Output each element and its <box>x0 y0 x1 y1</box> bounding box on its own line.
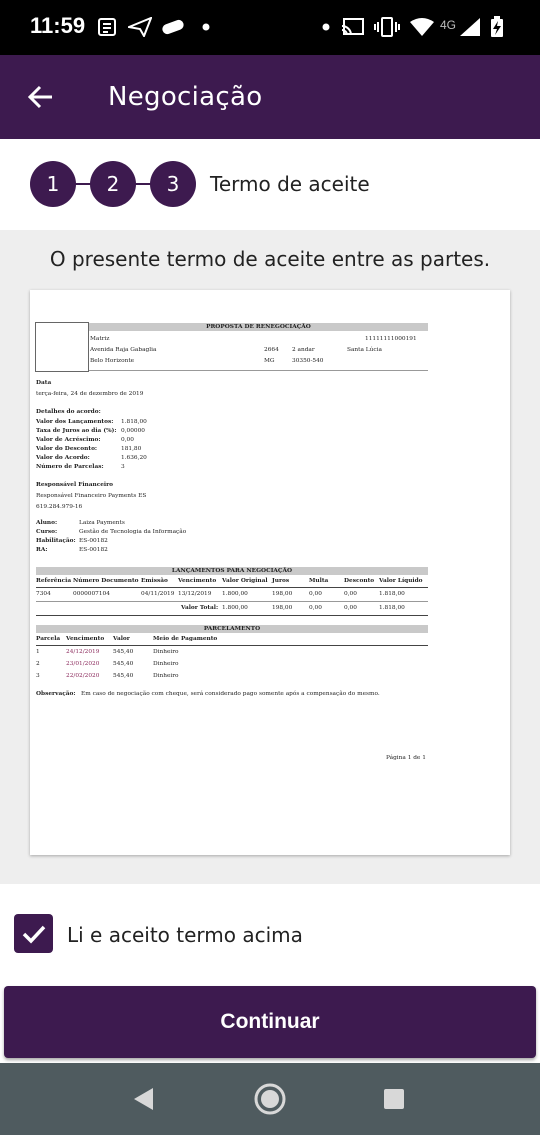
detail-value: 3 <box>121 464 125 470</box>
lanc-header: Desconto <box>344 578 375 584</box>
parc-title: PARCELAMENTO <box>203 626 261 632</box>
doc-zip: 30350-540 <box>292 358 324 364</box>
doc-responsible-doc: 619.284.979-16 <box>36 504 83 510</box>
lanc-header: Número Documento <box>73 578 139 584</box>
parc-cell: Dinheiro <box>153 649 179 655</box>
dot-icon <box>202 16 210 38</box>
step-2: 2 <box>90 161 136 207</box>
detail-label: Valor do Desconto: <box>36 446 98 452</box>
parc-header: Meio de Pagamento <box>153 636 218 642</box>
terms-content[interactable] <box>0 230 540 884</box>
lanc-cell: 198,00 <box>272 591 293 597</box>
clock: 11:59 <box>30 13 86 38</box>
battery-charging-icon <box>490 16 504 38</box>
parc-cell: Dinheiro <box>153 673 179 679</box>
parc-cell: 545,40 <box>113 673 134 679</box>
student-label: Curso: <box>36 529 58 535</box>
doc-responsible-name: Responsável Financeiro Payments ES <box>36 493 147 499</box>
divider <box>36 615 428 616</box>
parc-cell: 24/12/2019 <box>66 649 100 655</box>
student-value: ES-00182 <box>79 538 108 544</box>
doc-header-title: PROPOSTA DE RENEGOCIAÇÃO <box>206 324 311 330</box>
lanc-header: Referência <box>36 578 72 584</box>
send-icon <box>128 16 152 38</box>
step-1: 1 <box>30 161 76 207</box>
divider <box>89 370 428 371</box>
recents-square-icon[interactable] <box>376 1081 412 1117</box>
logo-placeholder <box>35 322 89 372</box>
accept-row <box>0 884 540 984</box>
doc-company: Matriz <box>90 336 110 342</box>
obs-text: Em caso de negociação com cheque, será considerado pago somente após a compensação do mesmo. <box>81 691 380 697</box>
total-cell: 0,00 <box>344 605 357 611</box>
student-value: Gestão de Tecnologia da Informação <box>79 529 187 535</box>
total-cell: 0,00 <box>309 605 322 611</box>
parc-cell: Dinheiro <box>153 661 179 667</box>
lanc-cell: 1.818,00 <box>379 591 405 597</box>
parc-cell: 2 <box>36 661 40 667</box>
total-cell: 1.800,00 <box>222 605 248 611</box>
lanc-title: LANÇAMENTOS PARA NEGOCIAÇÃO <box>171 568 293 574</box>
vibrate-icon <box>374 16 400 38</box>
detail-value: 181,80 <box>121 446 142 452</box>
doc-date-label: Data <box>36 380 52 386</box>
lanc-bar <box>36 567 428 575</box>
detail-label: Número de Parcelas: <box>36 464 104 470</box>
step-3: 3 <box>150 161 196 207</box>
parc-cell: 1 <box>36 649 40 655</box>
divider <box>36 645 428 646</box>
cast-icon <box>341 16 365 38</box>
page-title: Negociação <box>108 82 263 112</box>
status-bar <box>0 0 540 55</box>
doc-date-value: terça-feira, 24 de dezembro de 2019 <box>36 391 144 397</box>
lanc-header: Vencimento <box>178 578 217 584</box>
parc-header: Parcela <box>36 636 61 642</box>
total-label: Valor Total: <box>181 605 219 611</box>
dot-icon <box>322 16 330 38</box>
document-preview[interactable] <box>30 290 510 855</box>
lanc-cell: 7304 <box>36 591 51 597</box>
parc-header: Vencimento <box>66 636 105 642</box>
parc-cell: 545,40 <box>113 649 134 655</box>
detail-value: 1.818,00 <box>121 419 147 425</box>
doc-responsible-label: Responsável Financeiro <box>36 482 114 488</box>
lanc-header: Valor Original <box>222 578 268 584</box>
doc-header-bar <box>89 323 428 331</box>
lanc-header: Multa <box>309 578 329 584</box>
arrow-left-icon[interactable] <box>22 79 58 115</box>
continue-button[interactable]: Continuar <box>4 986 536 1058</box>
parc-cell: 23/01/2020 <box>66 661 100 667</box>
system-nav-bar <box>0 1063 540 1135</box>
parc-cell: 3 <box>36 673 40 679</box>
home-circle-icon[interactable] <box>252 1081 288 1117</box>
doc-street: Avenida Raja Gabaglia <box>90 347 157 353</box>
detail-value: 0,00000 <box>121 428 145 434</box>
detail-label: Taxa de Juros ao dia (%): <box>36 428 117 434</box>
doc-number: 2664 <box>264 347 279 353</box>
doc-city: Belo Horizonte <box>90 358 135 364</box>
divider <box>36 601 428 602</box>
wifi-icon <box>409 16 435 38</box>
student-value: Laiza Payments <box>79 520 125 526</box>
lanc-cell: 0000007104 <box>73 591 110 597</box>
parc-bar <box>36 625 428 633</box>
doc-cnpj: 11111111000191 <box>365 336 417 342</box>
lanc-cell: 04/11/2019 <box>141 591 175 597</box>
lanc-header: Emissão <box>141 578 168 584</box>
accept-checkbox[interactable] <box>14 914 53 953</box>
parc-cell: 22/02/2020 <box>66 673 100 679</box>
intro-text: O presente termo de aceite entre as partes. <box>49 247 491 271</box>
total-cell: 1.818,00 <box>379 605 405 611</box>
detail-value: 1.636,20 <box>121 455 147 461</box>
network-type: 4G <box>440 18 457 32</box>
lanc-cell: 0,00 <box>344 591 357 597</box>
doc-details-label: Detalhes do acordo: <box>36 409 101 415</box>
app-bar <box>0 55 540 139</box>
back-triangle-icon[interactable] <box>126 1081 162 1117</box>
lanc-cell: 13/12/2019 <box>178 591 212 597</box>
detail-label: Valor do Acordo: <box>36 455 90 461</box>
stepper <box>0 139 540 230</box>
detail-value: 0,00 <box>121 437 134 443</box>
signal-icon <box>459 16 481 38</box>
lanc-cell: 1.800,00 <box>222 591 248 597</box>
total-cell: 198,00 <box>272 605 293 611</box>
check-icon <box>19 919 49 949</box>
student-label: RA: <box>36 547 48 553</box>
step-label: Termo de aceite <box>210 172 370 196</box>
doc-district: Santa Lúcia <box>347 347 382 353</box>
page-number: Página 1 de 1 <box>386 755 426 761</box>
parc-header: Valor <box>113 636 130 642</box>
lanc-header: Juros <box>272 578 290 584</box>
ticket-icon <box>160 16 186 38</box>
doc-state: MG <box>264 358 275 364</box>
lanc-cell: 0,00 <box>309 591 322 597</box>
notes-icon <box>97 16 117 38</box>
detail-label: Valor dos Lançamentos: <box>36 419 114 425</box>
accept-label[interactable]: Li e aceito termo acima <box>67 923 303 947</box>
student-value: ES-00182 <box>79 547 108 553</box>
doc-complement: 2 andar <box>292 347 315 353</box>
parc-cell: 545,40 <box>113 661 134 667</box>
student-label: Habilitação: <box>36 538 76 544</box>
obs-label: Observação: <box>36 691 76 697</box>
student-label: Aluno: <box>36 520 58 526</box>
detail-label: Valor de Acréscimo: <box>36 437 101 443</box>
lanc-header: Valor Líquido <box>379 578 423 584</box>
divider <box>36 587 428 588</box>
